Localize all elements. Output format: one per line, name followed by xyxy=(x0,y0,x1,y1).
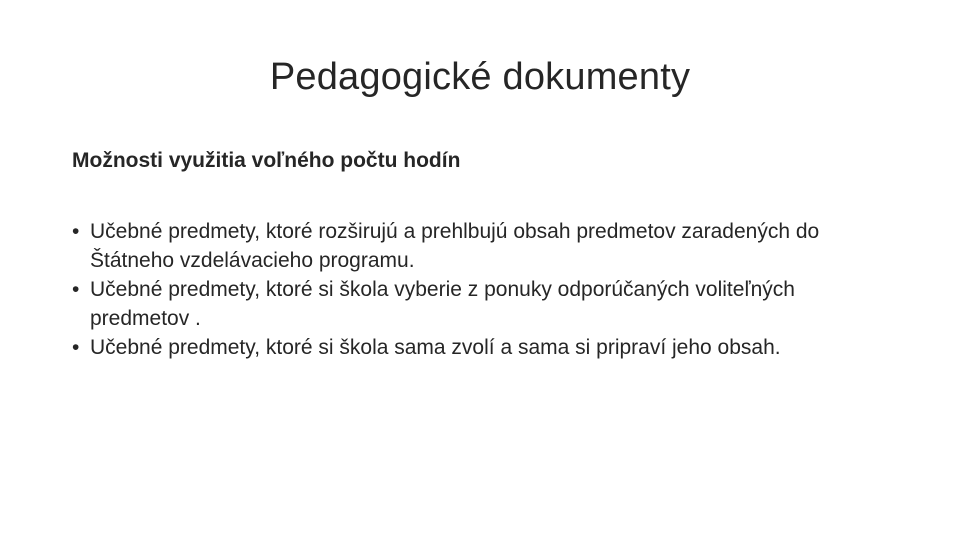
bullet-icon: • xyxy=(72,220,80,243)
slide-subtitle: Možnosti využitia voľného počtu hodín xyxy=(72,149,461,172)
bullet-item xyxy=(72,275,872,333)
bullet-text: Učebné predmety, ktoré rozširujú a prehlbujú obsah predmetov zaradených do Štátneho vzdelávacieho programu. xyxy=(90,220,820,272)
bullet-icon: • xyxy=(72,278,80,301)
bullet-item xyxy=(72,217,872,275)
bullet-text: Učebné predmety, ktoré si škola sama zvolí a sama si pripraví jeho obsah. xyxy=(90,336,781,359)
bullet-list xyxy=(72,217,872,362)
bullet-text: Učebné predmety, ktoré si škola vyberie z ponuky odporúčaných voliteľných predmetov . xyxy=(90,278,795,330)
slide-title: Pedagogické dokumenty xyxy=(269,56,691,98)
bullet-item xyxy=(72,333,872,362)
bullet-icon: • xyxy=(72,336,80,359)
